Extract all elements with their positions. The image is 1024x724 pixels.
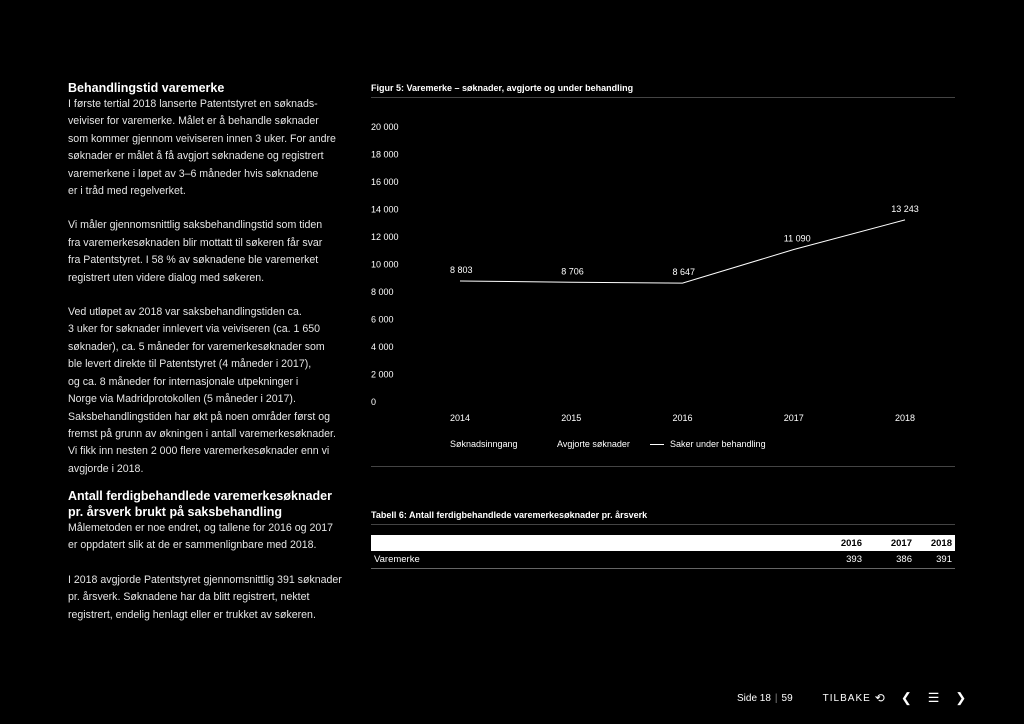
legend-item-under-behandling: Saker under behandling — [650, 439, 766, 449]
page-total: 59 — [781, 692, 793, 704]
menu-icon[interactable]: ☰ — [927, 690, 940, 705]
next-icon[interactable]: ❯ — [955, 690, 967, 705]
data-table — [371, 535, 955, 569]
y-tick-label: 8 000 — [371, 287, 394, 297]
page-separator: | — [774, 692, 778, 704]
cell: 386 — [865, 551, 915, 568]
header-cell: 2017 — [865, 535, 915, 551]
y-tick-label: 2 000 — [371, 369, 394, 380]
x-tick-label: 2017 — [783, 413, 804, 423]
line-chart — [360, 105, 960, 435]
page-number: Side 18 — [737, 692, 771, 704]
table-row — [371, 551, 955, 568]
page-footer — [737, 690, 966, 706]
figure-title: Figur 5: Varemerke – søknader, avgjorte og under behandling — [371, 83, 634, 93]
cell: 393 — [815, 551, 865, 568]
section-behandlingstid — [68, 80, 358, 478]
header-cell: 2016 — [815, 535, 865, 551]
paragraph-2: I 2018 avgjorde Patentstyret gjennomsnittlig 391 søknader pr. årsverk. Søknadene har da blitt registrert, nektet registrert, endelig henlagt eller er trukket av søkeren. — [68, 573, 342, 621]
paragraph-1: Målemetoden er noe endret, og tallene for 2016 og 2017 er oppdatert slik at de er sammenlignbare med 2018. — [68, 522, 334, 552]
legend-item-soknadsinngang: Søknadsinngang — [450, 439, 518, 449]
row-label: Varemerke — [371, 551, 815, 568]
paragraph-1: I første tertial 2018 lanserte Patentstyret en søknads- veiviser for varemerke. Målet er å behandle søknader som kommer gjennom veiviseren innen 3 uker. For andre søknader er målet å få avgjort søknadene og registrert varemerkene i løpet av 3–6 måneder hvis søknadene er i tråd med regelverket. — [68, 98, 336, 198]
data-label: 8 647 — [672, 267, 696, 278]
legend-item-avgjorte: Avgjorte søknader — [557, 439, 630, 449]
y-tick-label: 6 000 — [371, 314, 394, 325]
y-tick-label: 20 000 — [371, 122, 399, 132]
back-arrow-icon[interactable]: ⟲ — [874, 691, 885, 705]
data-label: 8 706 — [561, 266, 584, 277]
y-tick-label: 18 000 — [371, 149, 399, 160]
x-tick-label: 2016 — [672, 413, 693, 423]
data-label: 8 803 — [450, 264, 473, 275]
back-link[interactable]: TILBAKE — [822, 692, 871, 704]
y-tick-label: 16 000 — [371, 177, 399, 187]
section-arsverk — [68, 488, 358, 624]
y-tick-label: 12 000 — [371, 232, 399, 242]
y-tick-label: 0 — [371, 397, 377, 407]
divider — [371, 466, 955, 467]
header-cell — [371, 535, 815, 551]
section-heading: Behandlingstid varemerke — [68, 81, 225, 95]
divider — [371, 524, 955, 525]
x-tick-label: 2014 — [449, 413, 471, 423]
y-tick-label: 4 000 — [371, 342, 394, 352]
section-heading: Antall ferdigbehandlede varemerkesøknader pr. årsverk brukt på saksbehandling — [68, 489, 332, 519]
table-header-row — [371, 535, 955, 551]
y-tick-label: 14 000 — [371, 204, 399, 215]
table-title: Tabell 6: Antall ferdigbehandlede varemerkesøknader pr. årsverk — [371, 510, 648, 520]
data-label: 13 243 — [891, 203, 919, 214]
header-cell: 2018 — [915, 535, 955, 551]
x-tick-label: 2015 — [561, 413, 582, 423]
x-tick-label: 2018 — [894, 413, 916, 423]
y-tick-label: 10 000 — [371, 259, 399, 270]
prev-icon[interactable]: ❮ — [900, 690, 912, 705]
legend-line-swatch — [650, 444, 664, 445]
paragraph-2: Vi måler gjennomsnittlig saksbehandlingstid som tiden fra varemerkesøknaden blir mottatt til søkeren får svar fra Patentstyret. I 58 % av søknadene ble varemerket registrert uten videre dialog med søkeren. — [68, 219, 323, 284]
paragraph-3: Ved utløpet av 2018 var saksbehandlingstiden ca. 3 uker for søknader innlevert via veiviseren (ca. 1 650 søknader), ca. 5 måneder for varemerkesøknader som ble levert direkte til Patentstyret (4 måneder i 2017), og ca. 8 måneder for internasjonale utpekninger i Norge via Madridprotokollen (5 måneder i 2017). Saksbehandlingstiden har økt på noen områder først og fremst på grunn av økningen i antall varemerkesøknader. Vi fikk inn nesten 2 000 flere varemerkesøknader enn vi avgjorde i 2018. — [68, 306, 336, 475]
data-label: 11 090 — [783, 233, 811, 244]
divider — [371, 97, 955, 98]
cell: 391 — [915, 551, 955, 568]
